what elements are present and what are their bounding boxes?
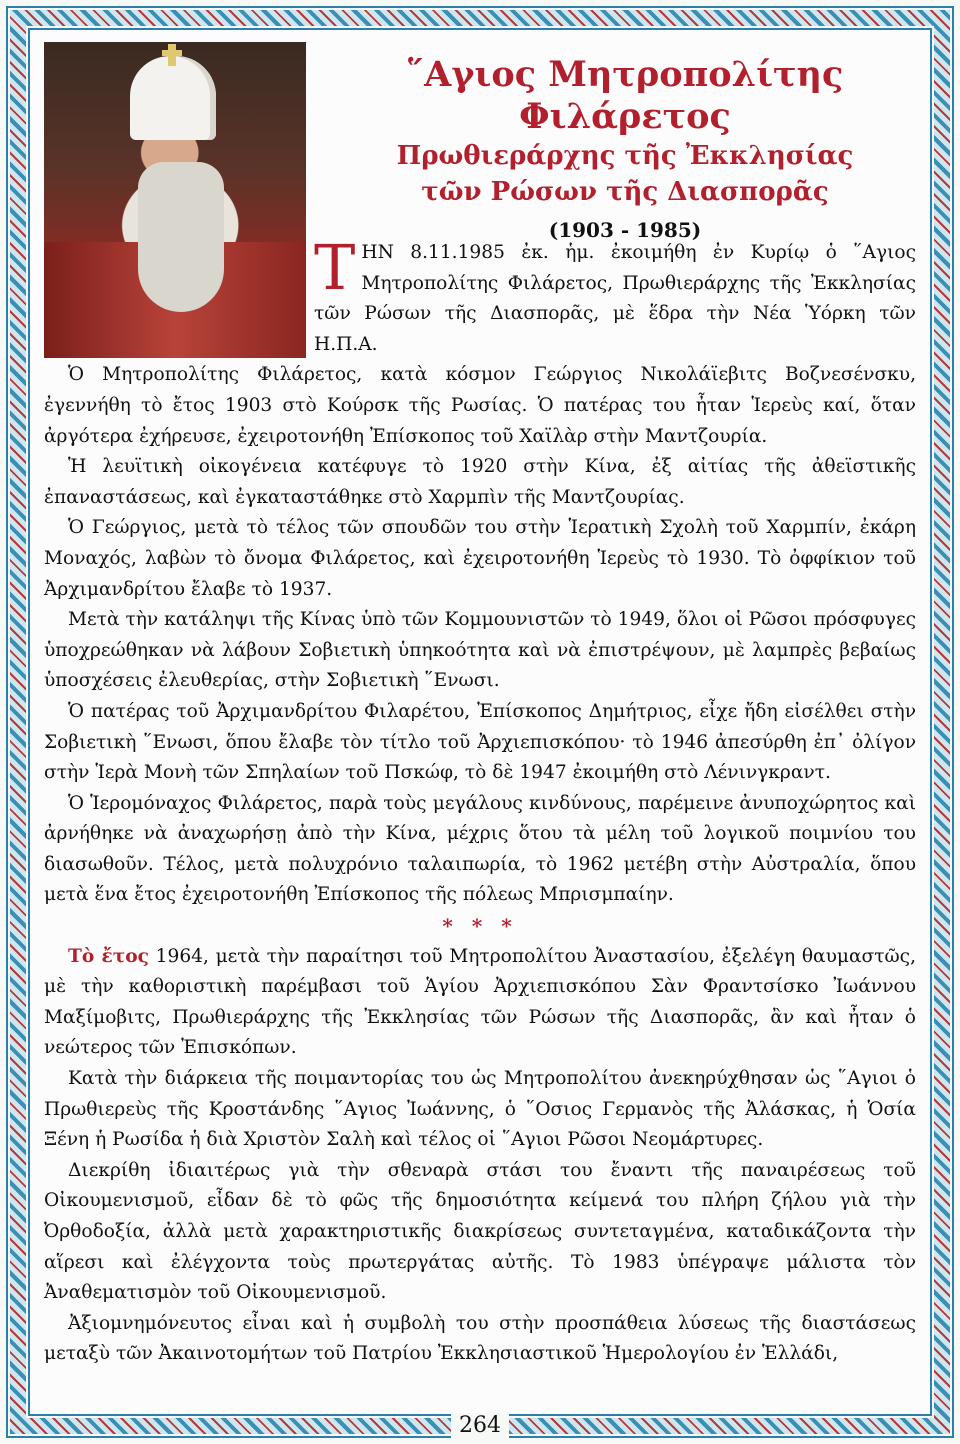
paragraph-9: Κατὰ τὴν διάρκεια τῆς ποιμαντορίας του ὡς Μητροπολίτου ἀνεκηρύχθησαν ὡς ῞Αγιοι ὁ Πρωθιερεὺς τῆς Κροστάνδης ῞Αγιος Ἰωάννης, ὁ ῞Οσιος Γερμανὸς τῆς Ἀλάσκας, ἡ Ὁσία Ξένη ἡ Ρωσίδα ἡ διὰ Χριστὸν Σαλὴ καὶ τέλος οἱ ῞Αγιοι Ρῶσοι Νεομάρτυρες. bbox=[44, 1068, 916, 1151]
article-body bbox=[44, 42, 916, 1370]
paragraph-8-text: 1964, μετὰ τὴν παραίτησι τοῦ Μητροπολίτου Ἀναστασίου, ἐξελέγη θαυμαστῶς, μὲ τὴν καθοριστικὴ παρέμβασι τοῦ Ἁγίου Ἀρχιεπισκόπου Σὰν Φραντσίσκο Ἰωάννου Μαξίμοβιτς, Πρωθιεράρχης τῆς Ἐκκλησίας τῶν Ρώσων τῆς Διασπορᾶς, ἂν καὶ ἦταν ὁ νεώτερος τῶν Ἐπισκόπων. bbox=[44, 945, 916, 1059]
paragraph-7: Ὁ Ἱερομόναχος Φιλάρετος, παρὰ τοὺς μεγάλους κινδύνους, παρέμεινε ἀνυποχώρητος καὶ ἀρνήθηκε νὰ ἀναχωρήσῃ ἀπὸ τὴν Κίνα, μέχρις ὅτου τὰ μέλη τοῦ λογικοῦ ποιμνίου του διασωθοῦν. Τέλος, μετὰ πολυχρόνιο ταλαιπωρία, τὸ 1962 μετέβη στὴν Αὐστραλία, ὅπου μετὰ ἕνα ἔτος ἐχειροτονήθη Ἐπίσκοπος τῆς πόλεως Μπρισμπαίην. bbox=[44, 792, 916, 906]
paragraph-8 bbox=[44, 942, 916, 1064]
paragraph-5: Μετὰ τὴν κατάληψι τῆς Κίνας ὑπὸ τῶν Κομμουνιστῶν τὸ 1949, ὅλοι οἱ Ρῶσοι πρόσφυγες ὑποχρεώθηκαν νὰ λάβουν Σοβιετικὴ ὑπηκοότητα καὶ νὰ ἐπιστρέψουν, μὲ λαμπρὲς βεβαίως ὑποσχέσεις ἐλευθερίας, στὴν Σοβιετικὴ ῞Ενωσι. bbox=[44, 609, 916, 692]
page-number bbox=[0, 1413, 960, 1438]
paragraph-1-text: ΗΝ 8.11.1985 ἐκ. ἡμ. ἐκοιμήθη ἐν Κυρίῳ ὁ ῞Αγιος Μητροπολίτης Φιλάρετος, Πρωθιεράρχης τῆς Ἐκκλησίας τῶν Ρώσων τῆς Διασπορᾶς, μὲ ἕδρα τὴν Νέα Ὑόρκη τῶν Η.Π.Α. bbox=[314, 242, 916, 355]
paragraph-4: Ὁ Γεώργιος, μετὰ τὸ τέλος τῶν σπουδῶν του στὴν Ἱερατικὴ Σχολὴ τοῦ Χαρμπίν, ἐκάρη Μοναχός, λαβὼν τὸ ὄνομα Φιλάρετος, καὶ ἐχειροτονήθη Ἱερεὺς τὸ 1930. Τὸ ὀφφίκιον τοῦ Ἀρχιμανδρίτου ἔλαβε τὸ 1937. bbox=[44, 517, 916, 600]
dropcap: Τ bbox=[314, 231, 356, 304]
paragraph-8-lead: Τὸ ἔτος bbox=[68, 945, 150, 967]
section-divider: * * * bbox=[442, 914, 518, 939]
paragraph-2: Ὁ Μητροπολίτης Φιλάρετος, κατὰ κόσμον Γεώργιος Νικολάϊεβιτς Βοζνεσένσκυ, ἐγεννήθη τὸ ἔτος 1903 στὸ Κούρσκ τῆς Ρωσίας. Ὁ πατέρας του ἦταν Ἱερεὺς καί, ὅταν ἀργότερα ἐχήρευσε, ἐχειροτονήθη Ἐπίσκοπος τοῦ Χαϊλὰρ στὴν Μαντζουρία. bbox=[44, 364, 916, 447]
page-number-text: 264 bbox=[451, 1413, 509, 1438]
paragraph-11: Ἀξιομνημόνευτος εἶναι καὶ ἡ συμβολὴ του στὴν προσπάθεια λύσεως τῆς διαστάσεως μεταξὺ τῶν Ἀκαινοτομήτων τοῦ Πατρίου Ἐκκλησιαστικοῦ Ἡμερολογίου ἐν Ἑλλάδι, bbox=[44, 1312, 916, 1365]
page-title: ῞Αγιος Μητροπολίτης Φιλάρετος bbox=[406, 54, 844, 137]
page-subtitle-line1: Πρωθιεράρχης τῆς Ἐκκλησίας bbox=[396, 141, 854, 171]
portrait-spacer bbox=[44, 42, 314, 358]
page-subtitle-line2: τῶν Ρώσων τῆς Διασπορᾶς bbox=[421, 177, 829, 207]
life-years: (1903 - 1985) bbox=[548, 218, 702, 242]
paragraph-6: Ὁ πατέρας τοῦ Ἀρχιμανδρίτου Φιλαρέτου, Ἐπίσκοπος Δημήτριος, εἶχε ἤδη εἰσέλθει στὴν Σοβιετικὴ ῞Ενωσι, ὅπου ἔλαβε τὸν τίτλο τοῦ Ἀρχιεπισκόπου· τὸ 1946 ἀπεσύρθη ἐπ᾽ ὀλίγον στὴν Ἱερὰ Μονὴ τῶν Σπηλαίων τοῦ Πσκώφ, τὸ δὲ 1947 ἐκοιμήθη στὸ Λένινγκραντ. bbox=[44, 700, 916, 784]
paragraph-10: Διεκρίθη ἰδιαιτέρως γιὰ τὴν σθεναρὰ στάσι του ἔναντι τῆς παναιρέσεως τοῦ Οἰκουμενισμοῦ, εἶδαν δὲ τὸ φῶς τῆς δημοσιότητα κείμενά του πλήρη ζήλου γιὰ τὴν Ὀρθοδοξία, ἀλλὰ μετὰ χαρακτηριστικῆς διακρίσεως συντεταγμένα, καταδικάζοντα τὴν αἵρεσι καὶ ἐλέγχοντα τοὺς πρωτεργάτας αὐτῆς. Τὸ 1983 ὑπέγραψε μάλιστα τὸν Ἀναθεματισμὸν τοῦ Οἰκουμενισμοῦ. bbox=[44, 1159, 916, 1304]
paragraph-3: Ἡ λευϊτικὴ οἰκογένεια κατέφυγε τὸ 1920 στὴν Κίνα, ἐξ αἰτίας τῆς ἀθεϊστικῆς ἐπαναστάσεως, καὶ ἐγκαταστάθηκε στὸ Χαρμπὶν τῆς Μαντζουρίας. bbox=[44, 456, 916, 508]
